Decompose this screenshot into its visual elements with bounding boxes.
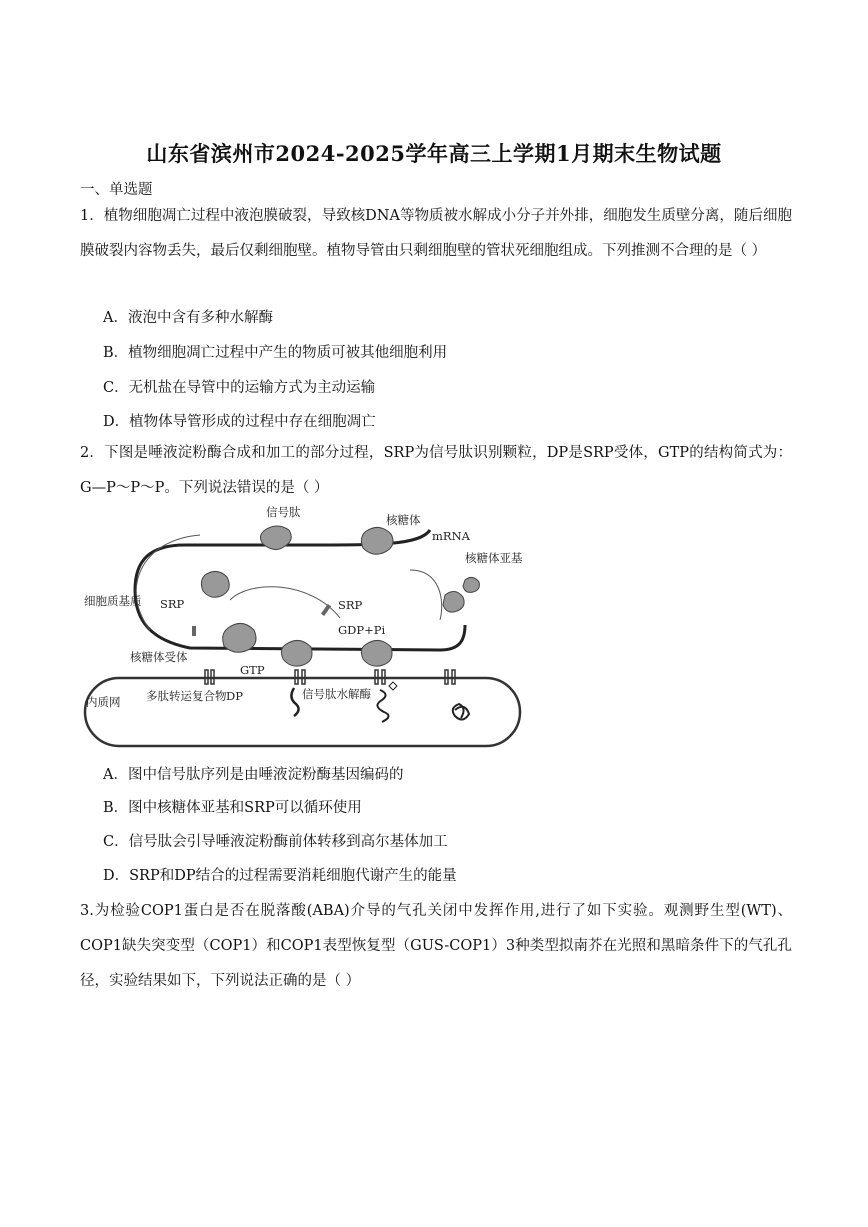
label-dp: DP (226, 689, 243, 703)
question-1-option-d: D．植物体导管形成的过程中存在细胞凋亡 (103, 414, 376, 430)
folded-protein (453, 704, 469, 720)
ribosome-subunit-a (443, 591, 464, 612)
label-gdp-pi: GDP+Pi (338, 623, 386, 637)
question-3-stem: 3.为检验COP1蛋白是否在脱落酸(ABA)介导的气孔关闭中发挥作用,进行了如下实验。观测野生型(WT)、COP1缺失突变型（COP1）和COP1表型恢复型（GUS-COP1）3种类型拟南芥在光照和黑暗条件下的气孔孔径，实验结果如下，下列说法正确的是（ ） (80, 903, 792, 989)
label-ribosome: 核糖体 (386, 513, 421, 527)
ribosome-docking (223, 623, 256, 652)
cycle-arrow (136, 535, 200, 630)
question-2-option-a: A．图中信号肽序列是由唾液淀粉酶基因编码的 (103, 767, 404, 783)
question-2-option-d: D．SRP和DP结合的过程需要消耗细胞代谢产生的能量 (103, 868, 457, 884)
label-srp-left: SRP (160, 597, 185, 611)
label-cytoplasm-matrix: 细胞质基质 (84, 594, 142, 608)
ribosome-subunit-b (463, 577, 479, 592)
ribosome-left (201, 571, 229, 597)
question-2-option-b: B．图中核糖体亚基和SRP可以循环使用 (103, 800, 362, 816)
ribosome-bound-2 (361, 640, 392, 666)
label-gtp: GTP (240, 663, 265, 677)
peptide-1 (291, 688, 298, 716)
signal-fragment (389, 682, 397, 690)
question-2-stem: 2．下图是唾液淀粉酶合成和加工的部分过程，SRP为信号肽识别颗粒，DP是SRP受体，GTP的结构简式为：G—P～P～P。下列说法错误的是（ ） (80, 445, 792, 496)
section-heading: 一、单选题 (80, 182, 153, 198)
srp-pathway-figure (80, 500, 540, 758)
question-1-option-b: B．植物细胞凋亡过程中产生的物质可被其他细胞利用 (103, 345, 448, 361)
srp-particle (321, 604, 331, 616)
srp-particle-left (192, 626, 196, 636)
question-2-option-c: C．信号肽会引导唾液淀粉酶前体转移到高尔基体加工 (103, 834, 448, 850)
label-signal-peptide: 信号肽 (266, 505, 301, 519)
cycle-arrow-right (410, 570, 442, 620)
label-ribosome-subunit: 核糖体亚基 (465, 551, 523, 565)
label-signal-peptidase: 信号肽水解酶 (302, 687, 371, 701)
ribosome-bound-1 (281, 640, 312, 666)
label-srp-center: SRP (338, 598, 363, 612)
peptide-2 (377, 690, 388, 722)
label-mrna: mRNA (432, 529, 470, 543)
ribosome-top-right (361, 527, 393, 554)
mrna-strand (135, 530, 465, 650)
question-1-option-c: C．无机盐在导管中的运输方式为主动运输 (103, 380, 376, 396)
label-er: 内质网 (86, 695, 121, 709)
question-1-option-a: A．液泡中含有多种水解酶 (103, 310, 273, 326)
label-translocon: 多肽转运复合物 (146, 689, 227, 703)
question-1-stem: 1．植物细胞凋亡过程中液泡膜破裂，导致核DNA等物质被水解成小分子并外排，细胞发生质壁分离，随后细胞膜破裂内容物丢失，最后仅剩细胞壁。植物导管由只剩细胞壁的管状死细胞组成。下列推测不合理的是（ ） (80, 208, 792, 259)
label-ribosome-receptor: 核糖体受体 (130, 650, 188, 664)
page-title: 山东省滨州市2024-2025学年高三上学期1月期末生物试题 (146, 141, 722, 166)
